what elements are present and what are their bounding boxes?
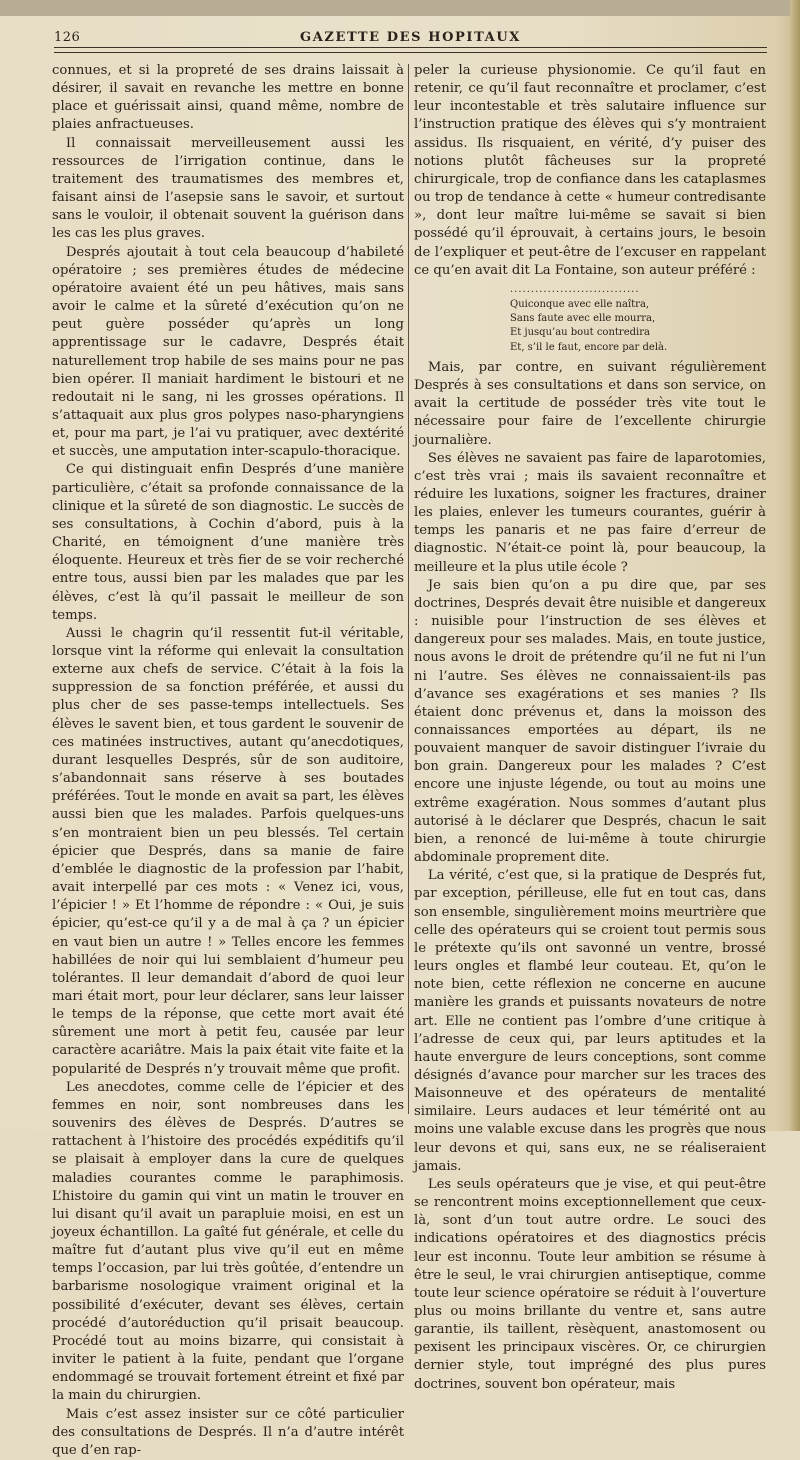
paragraph: Ce qui distinguait enfin Després d’une manière particulière, c’était sa profonde connaissance de la clinique et la sûreté de son diagnostic. Le succès de ses consultations, à Cochin d’abord, puis à la Charité, en témoignent d’une manière très éloquente. Heureux et très fier de se voir recherché entre tous, aussi bien par les malades que par les élèves, c’est là qu’il passait le meilleur de son temps. — [52, 462, 404, 623]
paragraph: connues, et si la propreté de ses drains laissait à désirer, il savait en revanche les mettre en bonne place et guérissait ainsi, quand même, nombre de plaies anfractueuses. — [52, 63, 404, 133]
paragraph: Ses élèves ne savaient pas faire de laparotomies, c’est très vrai ; mais ils savaient reconnaître et réduire les luxations, soigner les fractures, drainer les plaies, enlever les tumeurs courantes, guérir à temps les panaris et ne pas faire d’erreur de diagnostic. N’était-ce point là, pour beaucoup, la meilleure et la plus utile école ? — [414, 450, 766, 575]
verse-line: Et, s’il le faut, encore par delà. — [510, 341, 668, 353]
paragraph: peler la curieuse physionomie. Ce qu’il faut en retenir, ce qu’il faut reconnaître et proclamer, c’est leur incontestable et très salutaire influence sur l’instruction pratique des élèves qui s’y montraient assidus. Ils risquaient, en vérité, d’y puiser des notions plutôt fâcheuses sur la propreté chirurgicale, trop de confiance dans les cataplasmes ou trop de tendance à cette « humeur contredisante », dont leur maître lui-même se savait si bien possédé qu’il éprouvait, à certains jours, le besoin de l’expliquer et peut-être de l’excuser en rappelant ce qu’en avait dit La Fontaine, son auteur préféré : — [414, 63, 766, 278]
ellipsis-line: ............................... — [510, 283, 640, 295]
verse-quotation — [414, 283, 766, 355]
running-title: GAZETTE DES HOPITAUX — [300, 30, 521, 45]
paragraph: Les anecdotes, comme celle de l’épicier et des femmes en noir, sont nombreuses dans les souvenirs des élèves de Després. D’autres se rattachent à l’histoire des procédés expéditifs qu’il se plaisait à employer dans la cure de quelques maladies courantes comme le paraphimosis. L’histoire du gamin qui vint un matin le trouver en lui disant qu’il avait un parapluie moisi, en est un joyeux échantillon. La gaîté fut générale, et celle du maître fut d’autant plus vive qu’il eut en même temps l’occasion, par lui très goûtée, d’entendre un barbarisme nosologique vraiment original et la possibilité d’exécuter, devant ses élèves, certain procédé d’autoréduction qu’il prisait beaucoup. Procédé tout au moins bizarre, qui consistait à inviter le patient à la fuite, pendant que l’organe endommagé se trouvait fortement étreint et fixé par la main du chirurgien. — [52, 1079, 404, 1404]
column-divider — [408, 64, 409, 1114]
verse-line: Quiconque avec elle naîtra, — [510, 299, 650, 311]
page-number: 126 — [54, 30, 81, 45]
paragraph: Je sais bien qu’on a pu dire que, par ses doctrines, Després devait être nuisible et dangereux : nuisible pour l’instruction de ses élèves et dangereux pour ses malades. Mais, en toute justice, nous avons le droit de prétendre qu’il ne fut ni l’un ni l’autre. Ses élèves ne connaissaient-ils pas d’avance ses exagérations et ses manies ? Ils étaient donc prévenus et, dans la moisson des connaissances emportées au départ, ils ne pouvaient manquer de savoir distinguer l’ivraie du bon grain. Dangereux pour les malades ? C’est encore une injuste légende, ou tout au moins une extrême exagération. Nous sommes d’autant plus autorisé à le déclarer que Després, chacun le sait bien, a renoncé de lui-même à toute chirurgie abdominale proprement dite. — [414, 577, 766, 866]
paragraph: Il connaissait merveilleusement aussi les ressources de l’irrigation continue, dans le traitement des traumatismes des membres et, faisant ainsi de l’asepsie sans le savoir, et surtout sans le vouloir, il obtenait souvent la guérison dans les cas les plus graves. — [52, 135, 404, 242]
right-column — [414, 62, 766, 1394]
scan-right-edge — [790, 0, 800, 1131]
header-rule-bottom — [54, 52, 767, 53]
verse-line: Sans faute avec elle mourra, — [510, 313, 656, 325]
verse-line: Et jusqu’au bout contredira — [510, 327, 650, 339]
header-rule-top — [54, 47, 767, 48]
left-column — [52, 62, 404, 1460]
paragraph: La vérité, c’est que, si la pratique de Després fut, par exception, périlleuse, elle fut en tout cas, dans son ensemble, singulièrement moins meurtrière que celle des opérateurs qui se croient tout permis sous le prétexte qu’ils ont savonné un ventre, brossé leurs ongles et flambé leur couteau. Et, qu’on le note bien, cette réflexion ne concerne en aucune manière les grands et puissants novateurs de notre art. Elle ne contient pas l’ombre d’une critique à l’adresse de ceux qui, par leurs aptitudes et la haute envergure de leurs conceptions, sont comme désignés d’avance pour marcher sur les traces des Maisonneuve et des opérateurs de mentalité similaire. Leurs audaces et leur témérité ont au moins une valable excuse dans les progrès que nous leur devons et qui, sans eux, ne se réaliseraient jamais. — [414, 868, 766, 1174]
paragraph: Aussi le chagrin qu’il ressentit fut-il véritable, lorsque vint la réforme qui enlevait la consultation externe aux chefs de service. C’était à la fois la suppression de sa fonction préférée, et aussi du plus cher de ses passe-temps intellectuels. Ses élèves le savent bien, et tous gardent le souvenir de ces matinées instructives, autant qu’anecdotiques, durant lesquelles Després, sûr de son auditoire, s’abandonnait sans réserve à ses boutades préférées. Tout le monde en avait sa part, les élèves aussi bien que les malades. Parfois quelques-uns s’en montraient bien un peu blessés. Tel certain épicier que Després, dans sa manie de faire d’emblée le diagnostic de la profession par l’habit, avait interpellé par ces mots : « Venez ici, vous, l’épicier ! » Et l’homme de répondre : « Oui, je suis épicier, qu’est-ce qu’il y a de mal à ça ? un épicier en vaut bien un autre ! » Telles encore les femmes habillées de noir qui lui semblaient d’humeur peu tolérantes. Il leur demandait d’abord de quoi leur mari était mort, pour leur déclarer, sans leur laisser le temps de la réponse, que cette mort avait été sûrement une mort à petit feu, causée par leur caractère acariâtre. Mais la paix était vite faite et la popularité de Després n’y trouvait même que profit. — [52, 625, 404, 1077]
page-header — [54, 28, 767, 52]
paragraph: Les seuls opérateurs que je vise, et qui peut-être se rencontrent moins exceptionnellement que ceux-là, sont d’un tout autre ordre. Le souci des indications opératoires et des diagnostics précis leur est inconnu. Toute leur ambition se résume à être le seul, le vrai chirurgien antiseptique, comme toute leur science opératoire se réduit à l’ouverture plus ou moins brillante du ventre et, sans autre garantie, ils taillent, rèsèquent, anastomosent ou pexisent les principaux viscères. Or, ce chirurgien dernier style, tout imprégné des plus pures doctrines, souvent bon opérateur, mais — [414, 1176, 766, 1392]
scan-top-edge — [0, 0, 800, 16]
paragraph: Mais, par contre, en suivant régulièrement Després à ses consultations et dans son service, on avait la certitude de posséder très vite tout le nécessaire pour faire de l’excellente chirurgie journalière. — [414, 359, 766, 448]
paragraph: Mais c’est assez insister sur ce côté particulier des consultations de Després. Il n’a d’autre intérêt que d’en rap- — [52, 1406, 404, 1458]
paragraph: Després ajoutait à tout cela beaucoup d’habileté opératoire ; ses premières études de médecine opératoire avaient été un peu hâtives, mais sans avoir le calme et la sûreté d’exécution qu’on ne peut guère posséder qu’après un long apprentissage sur le cadavre, Després était naturellement trop habile de ses mains pour ne pas bien opérer. Il maniait hardiment le bistouri et ne redoutait ni le sang, ni les grosses opérations. Il s’attaquait aux plus gros polypes naso-pharyngiens et, pour ma part, je l’ai vu pratiquer, avec dextérité et succès, une amputation inter-scapulo-thoracique. — [52, 244, 404, 460]
